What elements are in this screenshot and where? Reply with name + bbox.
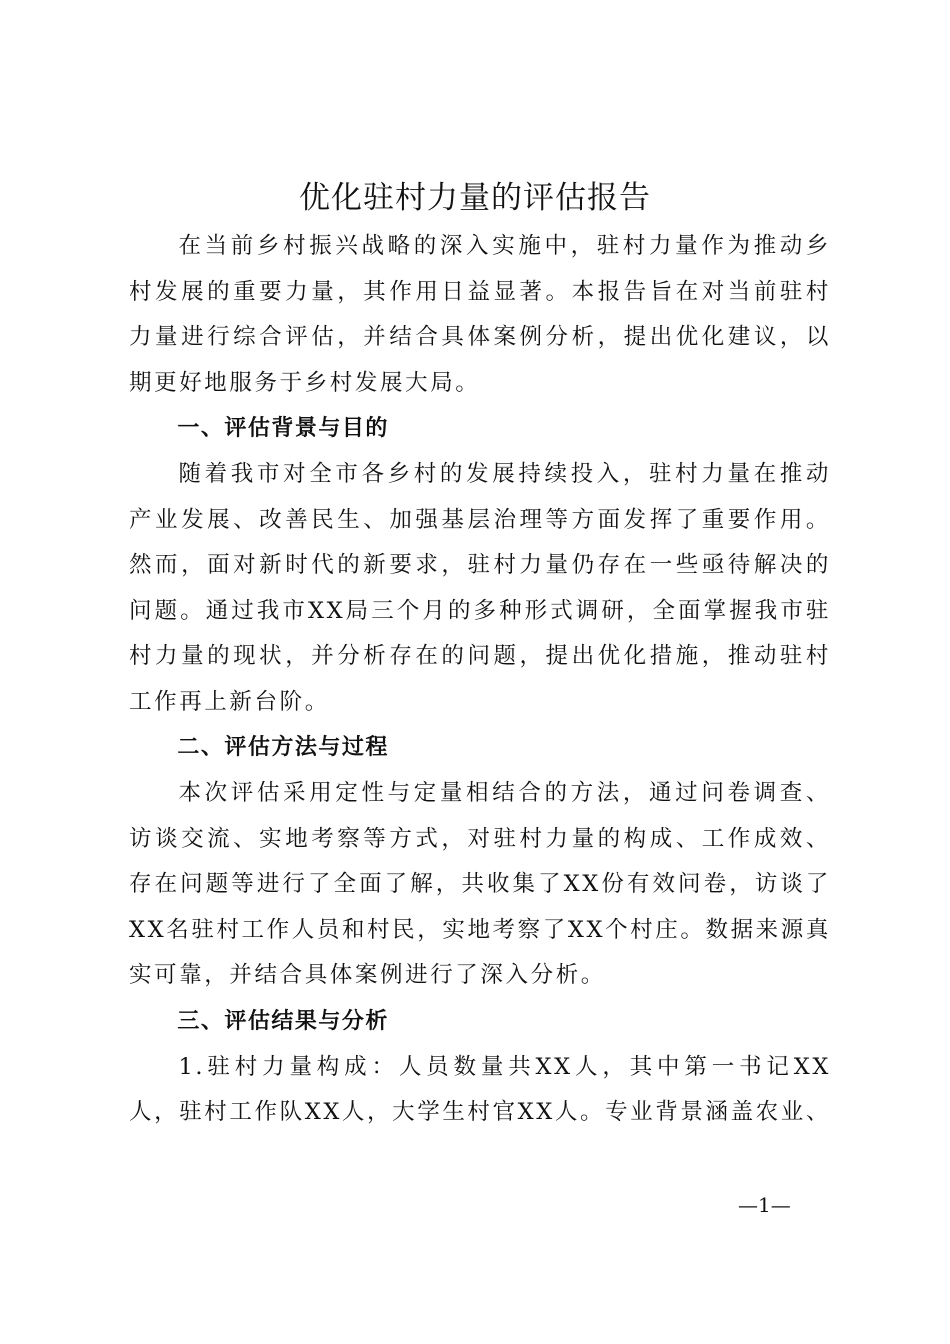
section-paragraph-background: 随着我市对全市各乡村的发展持续投入，驻村力量在推动产业发展、改善民生、加强基层治理等方面发挥了重要作用。然而，面对新时代的新要求，驻村力量仍存在一些亟待解决的问题。通过我市XX局三个月的多种形式调研，全面掌握我市驻村力量的现状，并分析存在的问题，提出优化措施，推动驻村工作再上新台阶。 [129, 461, 831, 715]
document-title: 优化驻村力量的评估报告 [299, 180, 651, 216]
intro-paragraph: 在当前乡村振兴战略的深入实施中，驻村力量作为推动乡村发展的重要力量，其作用日益显著。本报告旨在对当前驻村力量进行综合评估，并结合具体案例分析，提出优化建议，以期更好地服务于乡村发展大局。 [129, 233, 831, 396]
section-paragraph-method: 本次评估采用定性与定量相结合的方法，通过问卷调查、访谈交流、实地考察等方式，对驻村力量的构成、工作成效、存在问题等进行了全面了解，共收集了XX份有效问卷，访谈了XX名驻村工作人员和村民，实地考察了XX个村庄。数据来源真实可靠，并结合具体案例进行了深入分析。 [129, 780, 831, 988]
section-heading-background: 一、评估背景与目的 [177, 416, 389, 441]
section-heading-method: 二、评估方法与过程 [177, 735, 389, 760]
page-number: —1— [738, 1193, 791, 1217]
section-heading-results: 三、评估结果与分析 [177, 1008, 389, 1034]
document-body [129, 224, 831, 1136]
section-paragraph-results: 1.驻村力量构成：人员数量共XX人，其中第一书记XX人，驻村工作队XX人，大学生村官XX人。专业背景涵盖农业、 [129, 1053, 831, 1125]
